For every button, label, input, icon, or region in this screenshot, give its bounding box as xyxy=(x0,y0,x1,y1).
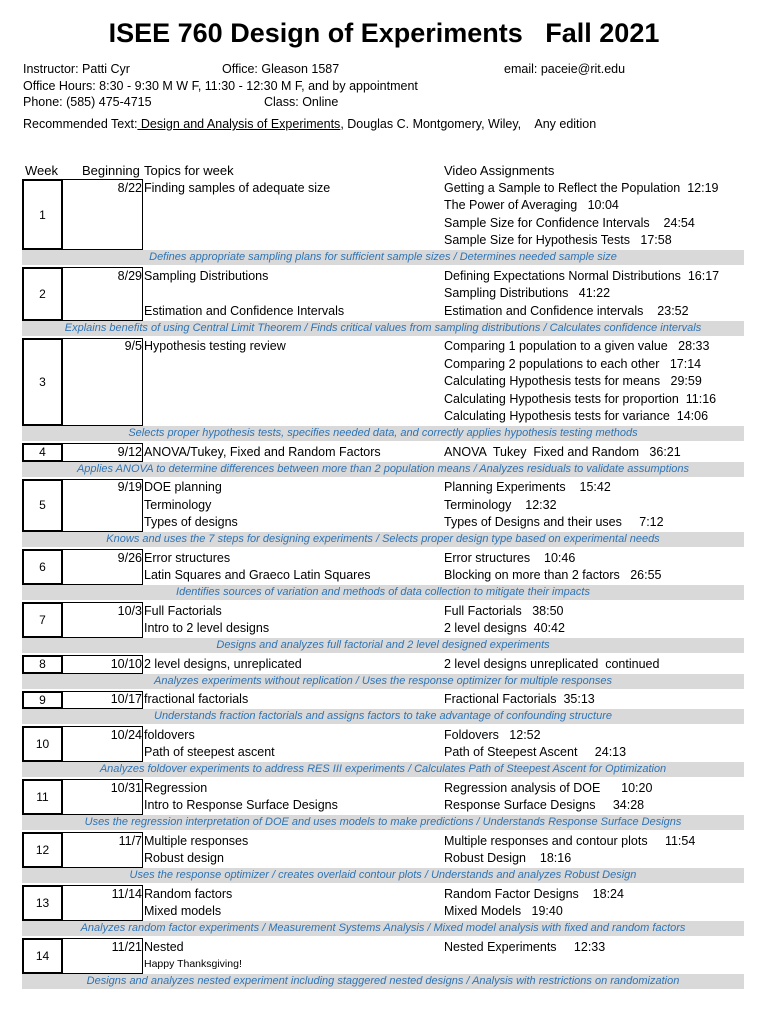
topic-item: Error structures xyxy=(144,550,231,565)
email: email: paceie@rit.edu xyxy=(504,62,626,76)
week-number: 6 xyxy=(22,549,63,585)
video-assignment: Types of Designs and their uses 7:12 xyxy=(444,515,664,529)
topic-item: foldovers xyxy=(144,727,195,742)
week-number: 11 xyxy=(22,779,63,815)
week-start-date: 10/17 xyxy=(110,692,142,706)
video-assignment: Calculating Hypothesis tests for variance 14:06 xyxy=(444,409,709,423)
learning-outcome: Uses the regression interpretation of DOE and uses models to make predictions / Understands Response Surface Designs xyxy=(22,815,744,830)
week-start-date: 9/5 xyxy=(124,339,142,353)
header-videos: Video Assignments xyxy=(444,163,555,178)
video-assignment: Sample Size for Hypothesis Tests 17:58 xyxy=(444,233,672,247)
learning-outcome: Analyzes foldover experiments to address RES III experiments / Calculates Path of Steepest Ascent for Optimization xyxy=(22,762,744,777)
header-week: Week xyxy=(25,163,58,178)
week-start-date: 11/21 xyxy=(111,939,142,954)
video-assignment: Mixed Models 19:40 xyxy=(444,904,563,918)
topic-item: Regression xyxy=(144,780,208,795)
learning-outcome: Knows and uses the 7 steps for designing experiments / Selects proper design type based on experimental needs xyxy=(22,532,744,547)
week-start-date: 9/26 xyxy=(117,550,142,565)
week-number: 4 xyxy=(22,443,63,462)
class-mode: Class: Online xyxy=(264,95,339,109)
video-assignment: Estimation and Confidence intervals 23:52 xyxy=(444,303,689,318)
video-assignment: Comparing 2 populations to each other 17:14 xyxy=(444,356,702,371)
week-start-date: 9/19 xyxy=(117,480,142,494)
learning-outcome: Designs and analyzes nested experiment including staggered nested designs / Analysis with restrictions on randomization xyxy=(22,974,744,989)
topic-item: Hypothesis testing review xyxy=(144,339,286,353)
week-number: 5 xyxy=(22,479,63,533)
video-assignment: Multiple responses and contour plots 11:54 xyxy=(444,833,696,848)
topic-item: fractional factorials xyxy=(144,692,249,706)
video-assignment: Calculating Hypothesis tests for means 29:59 xyxy=(444,374,702,388)
video-assignment: Robust Design 18:16 xyxy=(444,851,572,865)
topic-item: Mixed models xyxy=(144,904,222,918)
learning-outcome: Analyzes random factor experiments / Measurement Systems Analysis / Mixed model analysis with fixed and random factors xyxy=(22,921,744,936)
video-assignment: Calculating Hypothesis tests for proportion 11:16 xyxy=(444,391,717,406)
video-assignment: Response Surface Designs 34:28 xyxy=(444,798,645,812)
topic-item: Terminology xyxy=(144,497,212,512)
video-assignment: The Power of Averaging 10:04 xyxy=(444,198,619,212)
topic-item: Happy Thanksgiving! xyxy=(144,958,242,970)
video-assignment: Sampling Distributions 41:22 xyxy=(444,286,611,300)
header-beginning: Beginning xyxy=(82,163,140,178)
video-assignment: Random Factor Designs 18:24 xyxy=(444,886,624,901)
topic-item: Finding samples of adequate size xyxy=(144,180,331,195)
week-number: 2 xyxy=(22,267,63,321)
video-assignment: Error structures 10:46 xyxy=(444,550,576,565)
course-title: ISEE 760 Design of Experiments Fall 2021 xyxy=(108,18,660,48)
video-assignment: 2 level designs unreplicated continued xyxy=(444,656,660,671)
textbook-details: , Douglas C. Montgomery, Wiley, Any edition xyxy=(340,117,597,131)
video-assignment: ANOVA Tukey Fixed and Random 36:21 xyxy=(444,444,681,459)
topic-item: Latin Squares and Graeco Latin Squares xyxy=(144,568,371,582)
week-start-date: 10/10 xyxy=(110,656,142,671)
week-start-date: 11/7 xyxy=(118,833,142,848)
week-number: 8 xyxy=(22,655,63,674)
video-assignment: Foldovers 12:52 xyxy=(444,727,541,742)
video-assignment: Full Factorials 38:50 xyxy=(444,603,564,618)
video-assignment: Blocking on more than 2 factors 26:55 xyxy=(444,568,662,582)
topic-item: Intro to Response Surface Designs xyxy=(144,798,338,812)
video-assignment: Nested Experiments 12:33 xyxy=(444,939,606,954)
week-number: 14 xyxy=(22,938,63,974)
week-number: 13 xyxy=(22,885,63,921)
learning-outcome: Designs and analyzes full factorial and 2 level designed experiments xyxy=(22,638,744,653)
video-assignment: Sample Size for Confidence Intervals 24:54 xyxy=(444,215,695,230)
week-start-date: 8/29 xyxy=(117,268,142,283)
video-assignment: Comparing 1 population to a given value 28:33 xyxy=(444,339,710,353)
learning-outcome: Defines appropriate sampling plans for sufficient sample sizes / Determines needed sample size xyxy=(22,250,744,265)
topic-item: Full Factorials xyxy=(144,603,222,618)
week-start-date: 11/14 xyxy=(111,886,142,901)
recommended-text-label: Recommended Text: xyxy=(23,117,138,131)
office-location: Office: Gleason 1587 xyxy=(222,62,340,76)
week-number: 7 xyxy=(22,602,63,638)
topic-item: 2 level designs, unreplicated xyxy=(144,656,302,671)
learning-outcome: Explains benefits of using Central Limit Theorem / Finds critical values from sampling distributions / Calculates confidence intervals xyxy=(22,321,744,336)
topic-item: Robust design xyxy=(144,851,224,865)
video-assignment: Planning Experiments 15:42 xyxy=(444,480,611,494)
topic-item: Random factors xyxy=(144,886,233,901)
week-number: 9 xyxy=(22,691,63,710)
learning-outcome: Applies ANOVA to determine differences between more than 2 population means / Analyzes residuals to validate assumptions xyxy=(22,462,744,477)
office-hours: Office Hours: 8:30 - 9:30 M W F, 11:30 - 12:30 M F, and by appointment xyxy=(23,79,418,93)
topic-item: DOE planning xyxy=(144,480,222,494)
video-assignment: Regression analysis of DOE 10:20 xyxy=(444,780,653,795)
week-number: 12 xyxy=(22,832,63,868)
week-start-date: 10/24 xyxy=(110,727,142,742)
phone: Phone: (585) 475-4715 xyxy=(23,95,152,109)
week-number: 1 xyxy=(22,179,63,250)
week-number: 3 xyxy=(22,338,63,427)
topic-item: Intro to 2 level designs xyxy=(144,621,270,635)
topic-item: Multiple responses xyxy=(144,833,249,848)
week-start-date: 8/22 xyxy=(117,180,142,195)
week-start-date: 10/3 xyxy=(117,603,142,618)
video-assignment: Defining Expectations Normal Distributions 16:17 xyxy=(444,268,720,283)
video-assignment: Terminology 12:32 xyxy=(444,497,557,512)
week-start-date: 9/12 xyxy=(117,444,142,459)
video-assignment: Getting a Sample to Reflect the Population 12:19 xyxy=(444,180,719,195)
week-number: 10 xyxy=(22,726,63,762)
video-assignment: 2 level designs 40:42 xyxy=(444,621,565,635)
video-assignment: Path of Steepest Ascent 24:13 xyxy=(444,745,627,759)
topic-item: Path of steepest ascent xyxy=(144,745,275,759)
learning-outcome: Uses the response optimizer / creates overlaid contour plots / Understands and analyzes Robust Design xyxy=(22,868,744,883)
learning-outcome: Analyzes experiments without replication / Uses the response optimizer for multiple responses xyxy=(22,674,744,689)
header-topics: Topics for week xyxy=(144,163,234,178)
week-start-date: 10/31 xyxy=(110,780,142,795)
textbook-title: Design and Analysis of Experiments xyxy=(137,117,341,131)
video-assignment: Fractional Factorials 35:13 xyxy=(444,692,595,706)
topic-item: Estimation and Confidence Intervals xyxy=(144,303,345,318)
learning-outcome: Identifies sources of variation and methods of data collection to mitigate their impacts xyxy=(22,585,744,600)
learning-outcome: Understands fraction factorials and assigns factors to take advantage of confounding structure xyxy=(22,709,744,724)
topic-item: Types of designs xyxy=(144,515,238,529)
learning-outcome: Selects proper hypothesis tests, specifies needed data, and correctly applies hypothesis testing methods xyxy=(22,426,744,441)
instructor: Instructor: Patti Cyr xyxy=(23,62,130,76)
topic-item: Nested xyxy=(144,939,184,954)
topic-item: Sampling Distributions xyxy=(144,268,269,283)
topic-item: ANOVA/Tukey, Fixed and Random Factors xyxy=(144,444,381,459)
